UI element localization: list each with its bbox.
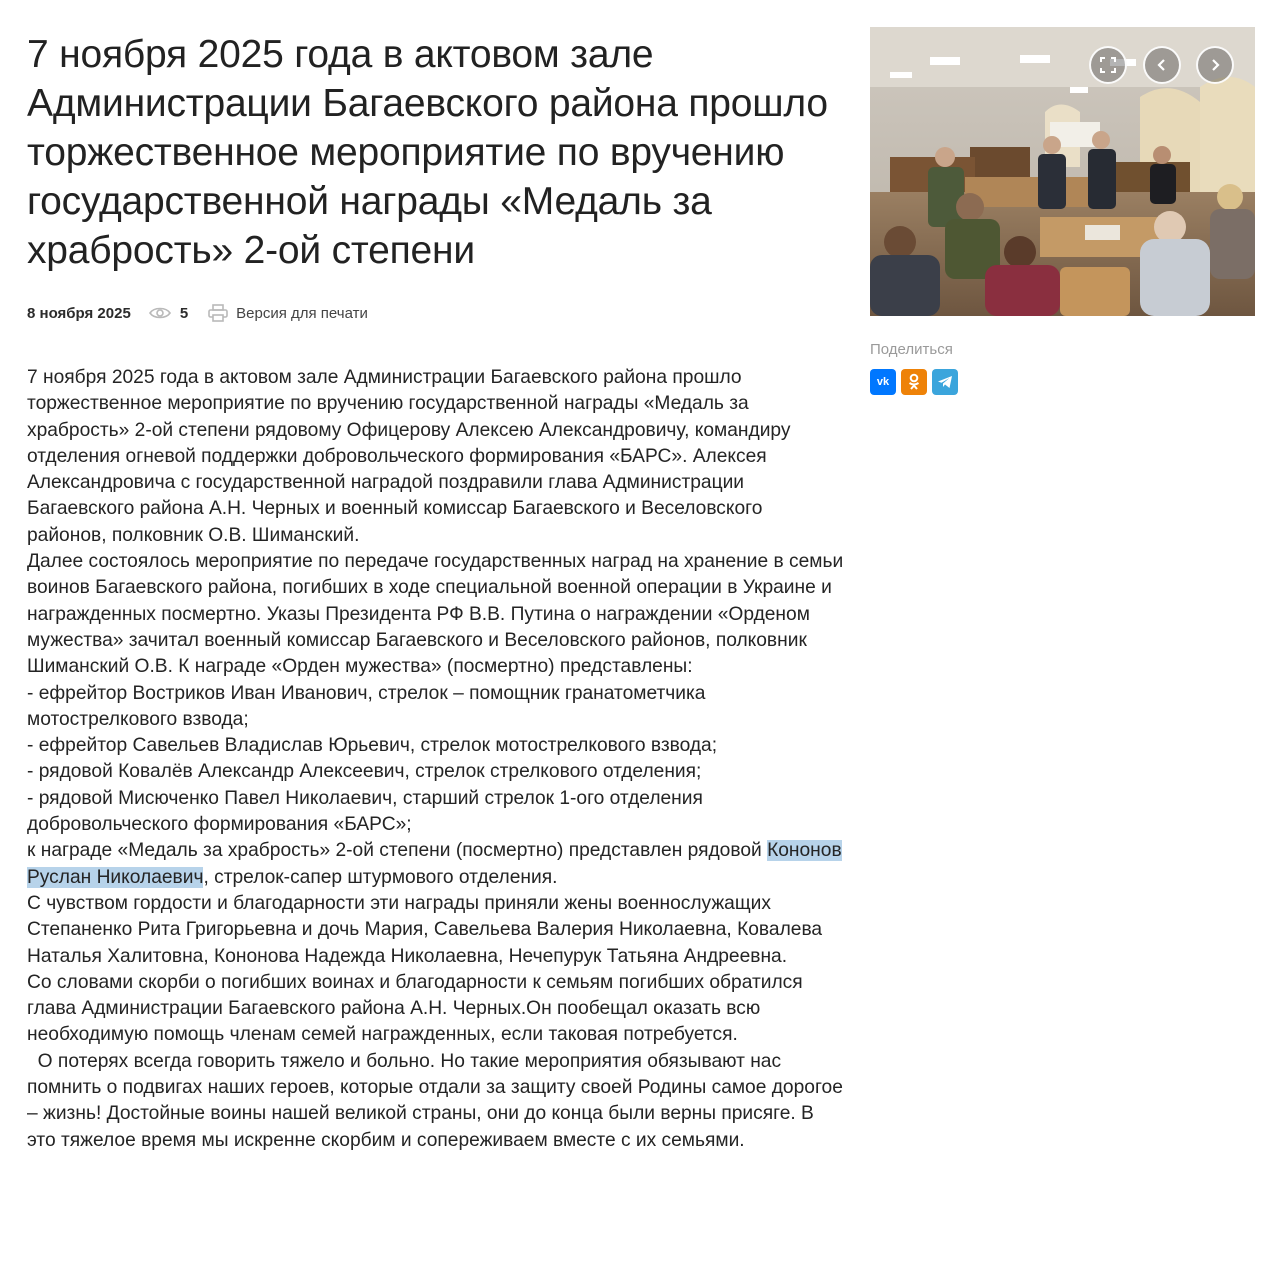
- views-count: 5: [179, 304, 189, 322]
- share-buttons: [870, 369, 1255, 395]
- share-vk-button[interactable]: [870, 369, 896, 395]
- fullscreen-icon: [1100, 57, 1116, 73]
- article-paragraph: О потерях всегда говорить тяжело и больно. Но такие мероприятия обязывают нас помнить о подвигах наших героев, которые отдали за защиту своей Родины самое дорогое – жизнь! Достойные воины нашей великой страны, они до конца были верны присяге. В это тяжелое время мы искренне скорбим и сопереживаем вместе с их семьями.: [27, 1050, 849, 1151]
- text-segment: , стрелок-сапер штурмового отделения.: [203, 866, 558, 888]
- article-title: 7 ноября 2025 года в актовом зале Администрации Багаевского района прошло торжественное мероприятие по вручению государственной награды «Медаль за храбрость» 2-ой степени: [27, 33, 828, 272]
- article-date: 8 ноября 2025: [27, 304, 131, 322]
- award-list-item: - рядовой Мисюченко Павел Николаевич, старший стрелок 1-ого отделения добровольческого формирования «БАРС»;: [27, 787, 703, 836]
- print-version-link[interactable]: [208, 304, 368, 322]
- share-ok-button[interactable]: [901, 369, 927, 395]
- telegram-icon: [937, 375, 953, 389]
- print-version-label: Версия для печати: [236, 304, 368, 322]
- chevron-left-icon: [1156, 58, 1168, 72]
- article-paragraph: С чувством гордости и благодарности эти награды приняли жены военнослужащих Степаненко Рита Григорьевна и дочь Мария, Савельева Валерия Николаевна, Ковалева Наталья Халитовна, Кононова Надежда Николаевна, Нечепурук Татьяна Андреевна.: [27, 892, 823, 967]
- article-paragraph: Со словами скорби о погибших воинах и благодарности к семьям погибших обратился глава Администрации Багаевского района А.Н. Черных.Он пообещал оказать всю необходимую помощь членам семей награжденных, если таковая потребуется.: [27, 971, 803, 1046]
- eye-icon: [149, 306, 171, 320]
- views-counter: [149, 305, 188, 322]
- article-main: [27, 30, 847, 1154]
- fullscreen-button[interactable]: [1089, 46, 1127, 84]
- article-body: [27, 365, 847, 1154]
- share-telegram-button[interactable]: [932, 369, 958, 395]
- article-paragraph: 7 ноября 2025 года в актовом зале Администрации Багаевского района прошло торжественное мероприятие по вручению государственной награды «Медаль за храбрость» 2-ой степени рядовому Офицерову Алексею Александровичу, командиру отделения огневой поддержки добровольческого формирования «БАРС». Алексея Александровича с государственной наградой поздравили глава Администрации Багаевского района А.Н. Черных и военный комиссар Багаевского и Веселовского районов, полковник О.В. Шиманский.: [27, 367, 791, 546]
- text-segment: к награде «Медаль за храбрость» 2-ой степени (посмертно) представлен рядовой: [27, 840, 768, 862]
- sidebar: [870, 27, 1255, 395]
- award-list-item: - ефрейтор Савельев Владислав Юрьевич, стрелок мотострелкового взвода;: [27, 735, 718, 757]
- selected-text-highlight: Кононов Руслан Николаевич: [27, 840, 842, 888]
- award-list-item: - ефрейтор Востриков Иван Иванович, стрелок – помощник гранатометчика мотострелкового взвода;: [27, 682, 706, 730]
- article-meta: [27, 302, 847, 324]
- article-paragraph: Далее состоялось мероприятие по передаче государственных наград на хранение в семьи воинов Багаевского района, погибших в ходе специальной военной операции в Украине и награжденных посмертно. Указы Президента РФ В.В. Путина о награждении «Орденом мужества» зачитал военный комиссар Багаевского и Веселовского районов, полковник Шиманский О.В. К награде «Орден мужества» (посмертно) представлены:: [27, 551, 844, 678]
- odnoklassniki-icon: [907, 373, 921, 391]
- photo-gallery[interactable]: [870, 27, 1255, 316]
- chevron-right-icon: [1209, 58, 1221, 72]
- share-label: Поделиться: [870, 341, 953, 358]
- award-list-item: - рядовой Ковалёв Александр Алексеевич, стрелок стрелкового отделения;: [27, 761, 702, 783]
- printer-icon: [208, 304, 228, 322]
- gallery-next-button[interactable]: [1196, 46, 1234, 84]
- vk-icon: vk: [876, 376, 890, 388]
- gallery-prev-button[interactable]: [1143, 46, 1181, 84]
- article-paragraph: [27, 838, 847, 891]
